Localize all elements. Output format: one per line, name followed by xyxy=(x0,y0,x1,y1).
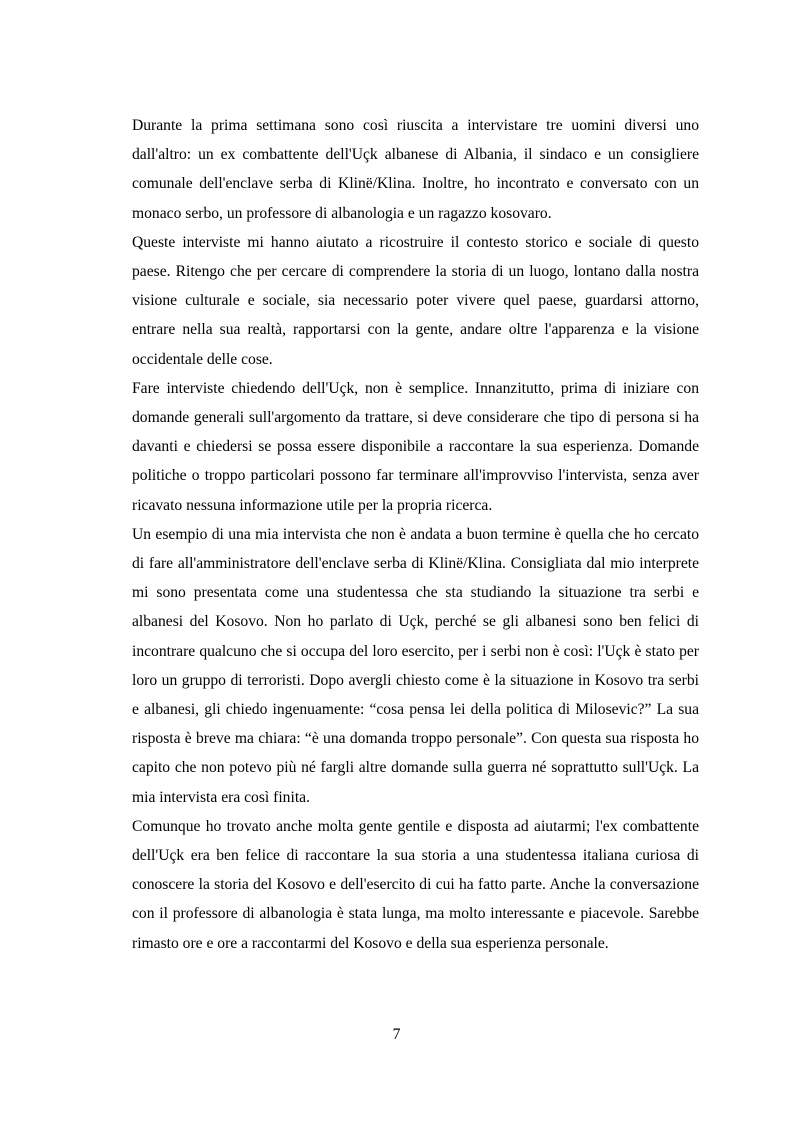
paragraph-2: Queste interviste mi hanno aiutato a ricostruire il contesto storico e sociale di questo paese. Ritengo che per cercare di comprendere la storia di un luogo, lontano dalla nostra visione culturale e sociale, sia necessario poter vivere quel paese, guardarsi attorno, entrare nella sua realtà, rapportarsi con la gente, andare oltre l'apparenza e la visione occidentale delle cose. xyxy=(132,233,699,368)
paragraph-3: Fare interviste chiedendo dell'Uçk, non è semplice. Innanzitutto, prima di iniziare con domande generali sull'argomento da trattare, si deve considerare che tipo di persona si ha davanti e chiedersi se possa essere disponibile a raccontare la sua esperienza. Domande politiche o troppo particolari possono far terminare all'improvviso l'intervista, senza aver ricavato nessuna informazione utile per la propria ricerca. xyxy=(132,379,699,514)
body-text xyxy=(132,111,699,958)
paragraph-5: Comunque ho trovato anche molta gente gentile e disposta ad aiutarmi; l'ex combattente dell'Uçk era ben felice di raccontare la sua storia a una studentessa italiana curiosa di conoscere la storia del Kosovo e dell'esercito di cui ha fatto parte. Anche la conversazione con il professore di albanologia è stata lunga, ma molto interessante e piacevole. Sarebbe rimasto ore e ore a raccontarmi del Kosovo e della sua esperienza personale. xyxy=(132,817,699,952)
paragraph-4: Un esempio di una mia intervista che non è andata a buon termine è quella che ho cercato di fare all'amministratore dell'enclave serba di Klinë/Klina. Consigliata dal mio interprete mi sono presentata come una studentessa che sta studiando la situazione tra serbi e albanesi del Kosovo. Non ho parlato di Uçk, perché se gli albanesi sono ben felici di incontrare qualcuno che si occupa del loro esercito, per i serbi non è così: l'Uçk è stato per loro un gruppo di terroristi. Dopo avergli chiesto come è la situazione in Kosovo tra serbi e albanesi, gli chiedo ingenuamente: “cosa pensa lei della politica di Milosevic?” La sua risposta è breve ma chiara: “è una domanda troppo personale”. Con questa sua risposta ho capito che non potevo più né fargli altre domande sulla guerra né soprattutto sull'Uçk. La mia intervista era così finita. xyxy=(132,525,699,806)
page-number: 7 xyxy=(392,1026,401,1043)
paragraph-1: Durante la prima settimana sono così riuscita a intervistare tre uomini diversi uno dall'altro: un ex combattente dell'Uçk albanese di Albania, il sindaco e un consigliere comunale dell'enclave serba di Klinë/Klina. Inoltre, ho incontrato e conversato con un monaco serbo, un professore di albanologia e un ragazzo kosovaro. xyxy=(132,117,699,222)
